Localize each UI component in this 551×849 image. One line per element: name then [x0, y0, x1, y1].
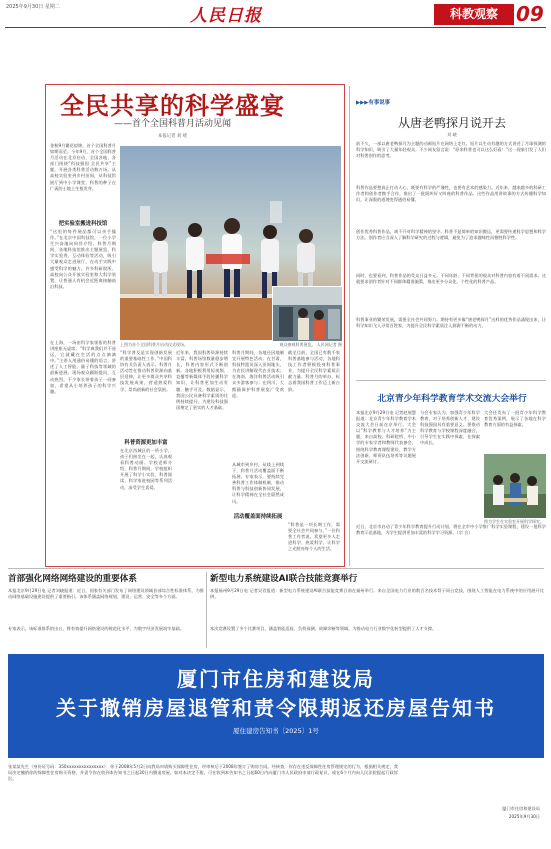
lead-col2-subhead: 科普资源更加丰富: [124, 440, 168, 446]
event-news-photo: [484, 454, 546, 518]
bottom-mid-para1: 本报福州9月29日电 记者吴君报道：新型电力系统建设AI联合技能竞赛日前在福州举行。来自全国电力行业的数百名技术骨干同台竞技，围绕人工智能在电力系统中的应用展开比拼。: [210, 588, 544, 600]
commentary-byline: 刘 峣: [447, 132, 457, 137]
notice-title: 关于撤销房屋退管和责令限期返还房屋告知书: [56, 696, 496, 720]
commentary-para2: 科普作品要想真正打动人心，既要有科学的严谨性，也要有艺术的感染力。近年来，越来越多的科研工作者和创作者携手合作，推出了一批既叫好又叫座的科普作品。这些作品用讲故事的方式传播科学知识，让深奥的道理变得通俗易懂。: [356, 185, 546, 203]
lead-col4-para1: 截至目前，全国已有数千家科普基地参与活动，各地科技工作者积极投身科普事业，为提升全民科学素质贡献力量。科普月的举办，标志着我国科普工作迈上新台阶。: [288, 350, 340, 392]
students-lab-photo-image: [484, 454, 546, 518]
exhibition-photo-image: [273, 287, 342, 341]
event-news-para4: 近日，北京市启动了青少年科学教育提升行动计划，将在全市中小学推广科学实验课程，建设一批科学教育示范基地，为学生提供更加丰富的科学学习资源。（宗 合）: [356, 524, 546, 536]
bottom-left-para1: 本报北京9月29日电 记者刘峣报道：近日，国家有关部门发布了网络建设领域首部综合性标准体系，为推动网络基础设施建设提供了重要指引。该体系涵盖网络规划、建设、运营、安全等多个方面。: [8, 588, 204, 600]
notice-issuer: 厦门市住房和建设局: [177, 667, 375, 691]
photo-caption-main: 上图为首个全国科普月启动仪式现场。: [120, 342, 188, 347]
column-divider: [349, 86, 350, 566]
bottom-left-title: 首部强化网络网络建设的重要体系: [8, 574, 137, 584]
issue-date: 2025年9月30日 星期二: [6, 4, 60, 10]
header-rule: [5, 27, 546, 28]
commentary-para1: 前不久，一部以唐老鸭探月为主题的动画短片在网络上走红。短片以生动有趣的方式讲述了月球探测的科学知识，吸引了大量年轻观众。不少网友留言说：“原来科普也可以这么好看！”这一现象引发了人们对科普创作的思考。: [356, 141, 546, 159]
lead-col2-para2: “科学普及是实现创新发展的重要基础性工作。”中国科协有关负责人表示，科普月活动旨在推动科普资源向基层延伸，让更多群众共享科技发展成果，营造热爱科学、崇尚创新的社会氛围。: [120, 350, 172, 392]
lead-col1-para2: “这里的每件展品都可以亲手操作。”在北京中国科技馆，一位小学生兴奋地向同伴介绍。科普月期间，各地科技馆推出主题展览、科学实验秀、互动体验等活动，吸引大量观众走进展厅，在动手实践中感受科学的魅力。许多科研院所、高校向公众开放实验室和大科学装置，让普通人有机会近距离接触前沿科技。: [50, 229, 116, 289]
lead-col2-para3: 在北京西城区的一所小学，孩子们围坐在一起，认真观看科普动画。学校老师介绍，科普月期间，学校组织开展了科学小实验、科普阅读、科学家进校园等系列活动，深受学生喜爱。: [120, 448, 172, 490]
lead-col3-subhead: 活动覆盖面持续拓展: [233, 514, 283, 520]
lead-photo-inset: [272, 286, 343, 342]
event-news-para2: 与会专家认为，加强青少年科学教育，对于培养创新人才、建设科技强国具有重要意义。要推动科学教育与学校课程深度融合，引导学生在实践中探索、在探索中成长。: [420, 410, 480, 446]
event-news-title: 北京青少年科学教育学术交流大会举行: [377, 394, 527, 404]
lead-story-byline: 本报记者 刘 峣: [157, 134, 188, 139]
bottom-rule: [8, 568, 544, 569]
lead-col3-para1: 近年来，我国科普资源持续丰富，科普场馆数量稳步增长，科普内容形式不断创新。各地积极利用短视频、直播等新媒体手段传播科学知识，让科普更加生动有趣、触手可及。数据显示，我国公民具备科学素质的比例持续提升，为建设科技强国奠定了坚实的人才基础。: [176, 350, 228, 410]
commentary-title: 从唐老鸭探月说开去: [397, 116, 506, 130]
lead-col1-para3: 在上海，一场由科学家领衔的科普讲座座无虚席。“科学离我们并不遥远，它就藏在生活的点点滴滴中。”主讲人用通俗易懂的语言，讲述了人工智能、量子科技等领域的最新进展。现场观众踊跃提问，互动热烈。不少家长带着孩子一同参加，希望从小培养孩子的科学兴趣。: [50, 340, 116, 394]
bottom-divider: [206, 572, 207, 648]
commentary-kicker: ▶▶▶有事说事: [356, 100, 390, 106]
notice-body: 张某某先生（身份证号码：350xxxxxxxxxxxxxxx）：你于2008年5月2日向我局申请购买保障性住房，经审核后于2008年签订了购房合同。经核查，你存在违反保障性住房管理规定的行为，根据相关规定，我局决定撤销你的保障性住房购买资格，并责令你在收到本告知书之日起30日内腾退房屋。如对本决定不服，可在收到本告知书之日起60日内向厦门市人民政府申请行政复议，或在6个月内向人民法院提起行政诉讼。: [8, 764, 398, 782]
lead-col1-para1: 金秋9月繁花似锦，首个全国科普月如期而至。今年9月，首个全国科普月活动在北京启动，全国各地、各部门围绕“科技强国 全民共享”主题，开展各类科普活动数万场。从高校实验室到乡村田间，从科技馆展厅到中小学课堂，科普的种子在广袤的土地上生根发芽。: [50, 143, 116, 191]
lead-col3-para3: 从城市到乡村，从线上到线下，科普月活动覆盖面不断拓展。专家表示，要持续完善科普工作体制机制，推动科普与科技创新协同发展，让科学精神在全社会蔚然成风。: [232, 462, 284, 504]
notice-signature: 厦门市住房和建设局: [502, 806, 540, 811]
photo-caption-inset: 观众参观科普展览。 人民网记者 摄: [279, 342, 342, 347]
event-news-para3: 大会还发布了一批青少年科学教育优秀案例，展示了各地在科学教育方面的有益探索。: [484, 410, 546, 428]
notice-doc-number: 厦住建房告知书〔2025〕1号: [233, 727, 319, 735]
event-news-caption: 图为学生在实验室开展科学探究。: [484, 519, 544, 524]
commentary-para5: 科普事业的繁荣发展，需要全社会共同努力。期待有更多像“唐老鸭探月”这样的优秀作品涌现出来，让科学知识飞入寻常百姓家，为提升全民科学素质注入源源不断的动力。: [356, 317, 546, 329]
page-number: 09: [516, 2, 544, 26]
commentary-para4: 同时，也要看到，科普作品的受众日益多元。不同年龄、不同背景的观众对科普内容有着不同需求。这就要求创作者针对不同群体精准施策，推出更多分众化、个性化的科普产品。: [356, 273, 546, 285]
lead-col3-para2: 科普月期间，各地还因地制宜开展特色活动。在甘肃，科技特派员深入田间地头，为农民讲解现代农业技术；在海南，海洋科普活动吸引众多游客参与；在四川，大熊猫保护科普展览广受欢迎。: [232, 350, 284, 398]
bottom-mid-title: 新型电力系统建设AI联合技能竞赛举行: [210, 574, 358, 584]
right-rule: [356, 380, 546, 381]
lead-story-subtitle: ——首个全国科普月活动见闻: [113, 119, 231, 129]
lead-col4-para2: “科普是一项长期工作，需要全社会共同参与。”一位科普工作者说，希望更多人走进科学、热爱科学，让科学之光照亮每个人的生活。: [288, 522, 340, 552]
bottom-left-para2: 专家表示，该标准体系的出台，将有效提升网络建设的规范化水平，为数字经济发展筑牢基础。: [8, 626, 184, 631]
bottom-mid-para2: 本次竞赛设置了多个比赛项目，涵盖智能巡检、负荷预测、故障诊断等领域，为推动电力行业数字化转型提供了人才支撑。: [210, 626, 437, 631]
lead-story-title: 全民共享的科学盛宴: [60, 92, 285, 120]
section-badge: 科教观察: [434, 4, 514, 25]
newspaper-logo: 人民日报: [190, 6, 262, 26]
lead-col1-subhead: 把实验室搬进科技馆: [58, 221, 108, 227]
event-news-para1: 本报北京9月29日电 记者赵展慧报道：北京青少年科学教育学术交流大会日前在京举行。大会以“科学教育与人才培养”为主题，来自高校、科研院所、中小学的专家学者和教师代表参会，围绕科学教育课程建设、教学方法创新、师资队伍培养等议题展开交流研讨。: [356, 410, 416, 464]
commentary-para3: 创作优秀科普作品，离不开对科学精神的坚守。科普不是简单的知识搬运，更需要传递科学思想和科学方法。创作者应当深入了解科学研究的过程与逻辑，避免为了追求趣味性而牺牲科学性。: [356, 229, 546, 241]
notice-sign-date: 2025年9月30日: [508, 814, 540, 819]
